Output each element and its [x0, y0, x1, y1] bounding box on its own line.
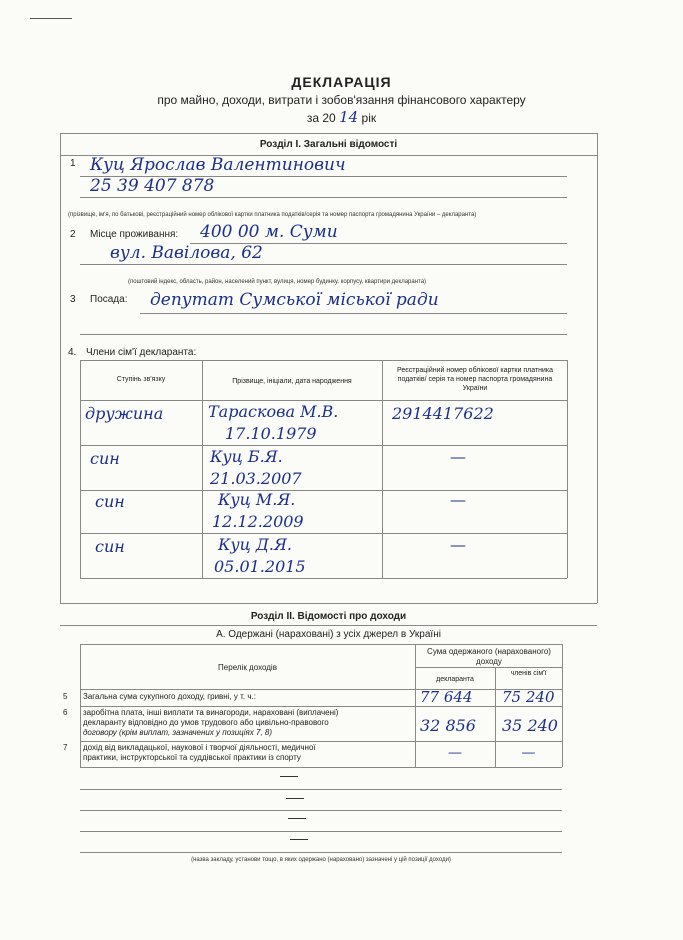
income-row-label-line: заробітна плата, інші виплати та винагороди, нараховані (виплачені) [83, 708, 339, 717]
document-subtitle: про майно, доходи, витрати і зобов'язання фінансового характеру [157, 93, 526, 107]
family-row-dob: 17.10.1979 [225, 424, 317, 443]
col-declarant-header: декларанта [436, 676, 474, 683]
family-row-name: Куц Б.Я. [210, 447, 283, 466]
col-id-header: Реєстраційний номер облікової картки платника податків/ серія та номер паспорта громадянина України [396, 367, 554, 392]
residence-line1: 400 00 м. Суми [200, 222, 338, 242]
income-row-label [83, 708, 413, 738]
family-row-name: Куц Д.Я. [218, 535, 293, 554]
income-declarant-value: 32 856 [420, 716, 476, 735]
family-row-relation: дружина [85, 404, 164, 423]
family-row-id: — [450, 447, 466, 466]
income-row-label: Загальна сума сукупного доходу, гривні, у т. ч.: [83, 692, 256, 701]
family-row-name: Тараскова М.В. [208, 402, 339, 421]
scan-mark [30, 18, 72, 19]
income-declarant-value: — [448, 745, 462, 761]
col-family-header: членів сім'ї [510, 670, 547, 677]
document-year [0, 108, 683, 126]
family-row-dob: 05.01.2015 [214, 557, 306, 576]
section2-title: Розділ ІІ. Відомості про доходи [250, 611, 407, 622]
family-row-relation: син [95, 492, 125, 511]
family-row-id: — [450, 535, 466, 554]
income-row-label-line: декларанту відповідно до умов трудового або цивільно-правового [83, 718, 329, 727]
family-row-dob: 21.03.2007 [210, 469, 302, 488]
col-relation-header: Ступінь зв'язку [116, 376, 166, 383]
item4-number: 4. [68, 347, 77, 358]
income-row-label-line: дохід від викладацької, наукової і творчої діяльності, медичної [83, 743, 316, 752]
income-row-number: 5 [63, 692, 68, 701]
col-income-list-header: Перелік доходів [218, 663, 277, 672]
declarant-name: Куц Ярослав Валентинович [90, 155, 346, 175]
residence-label: Місце проживання: [90, 229, 179, 240]
year-suffix: рік [361, 111, 377, 125]
item1-caption: (прізвище, ім'я, по батькові, реєстраційний номер облікової картки платника податків/серія та номер паспорта громадянина України – декларанта) [68, 212, 477, 218]
year-value: 14 [339, 108, 359, 126]
item2-caption: (поштовий індекс, область, район, населений пункт, вулиця, номер будинку, корпусу, квартири декларанта) [128, 279, 427, 285]
income-row-label-line: договору (крім виплат, зазначених у позиціях 7, 8) [83, 728, 273, 737]
income-family-value: — [521, 745, 536, 761]
position-value: депутат Сумської міської ради [150, 290, 439, 310]
family-label: Члени сім'ї декларанта: [86, 347, 197, 358]
col-income-sum-header: Сума одержаного (нарахованого) доходу [427, 647, 551, 666]
family-row-id: — [450, 490, 466, 509]
section2-subtitle: А. Одержані (нараховані) з усіх джерел в Україні [216, 629, 441, 640]
income-footer-caption: (назва закладу, установи тощо, в яких одержано (нараховано) зазначені у цій позиції доходи) [191, 857, 451, 863]
item2-number: 2 [70, 229, 76, 240]
income-family-value: 35 240 [502, 716, 558, 735]
item3-number: 3 [70, 294, 76, 305]
income-row-number: 6 [63, 708, 68, 717]
family-row-dob: 12.12.2009 [212, 512, 304, 531]
year-prefix: за 20 [306, 111, 336, 125]
item1-number: 1 [70, 158, 76, 169]
residence-line2: вул. Вавілова, 62 [110, 243, 263, 263]
col-name-header: Прізвище, ініціали, дата народження [232, 378, 352, 385]
income-declarant-value: 77 644 [420, 688, 473, 706]
family-row-relation: син [95, 537, 125, 556]
income-row-number: 7 [63, 743, 68, 752]
income-row-label-line: практики, інструкторської та суддівської практики із спорту [83, 753, 301, 762]
family-row-relation: син [90, 449, 120, 468]
family-row-name: Куц М.Я. [218, 490, 296, 509]
family-row-id: 2914417622 [392, 404, 494, 423]
document-title: ДЕКЛАРАЦІЯ [291, 74, 392, 90]
position-label: Посада: [90, 294, 128, 305]
income-row-label [83, 743, 413, 763]
income-family-value: 75 240 [502, 688, 555, 706]
section1-title: Розділ І. Загальні відомості [259, 139, 398, 150]
declarant-id: 25 39 407 878 [90, 176, 215, 196]
